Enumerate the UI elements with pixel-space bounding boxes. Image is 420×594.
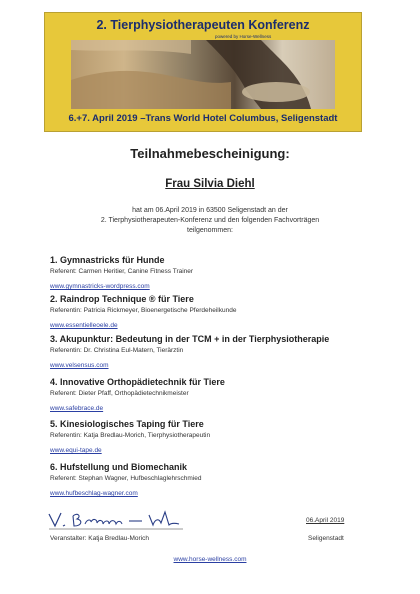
talk-heading: 2. Raindrop Technique ® für Tiere bbox=[50, 294, 194, 304]
intro-line: 2. Tierphysiotherapeuten-Konferenz und den folgenden Fachvorträgen bbox=[100, 217, 320, 224]
talk-item bbox=[50, 377, 400, 415]
talk-item bbox=[50, 462, 400, 500]
signature-date: 06.April 2019 bbox=[306, 517, 345, 524]
footer-link-wrap bbox=[0, 548, 420, 566]
handwritten-signature bbox=[47, 510, 185, 530]
talk-referent: Referent: Dieter Pfaff, Orthopädietechnikmeister bbox=[50, 390, 189, 397]
hand-shape bbox=[71, 71, 231, 109]
banner-photo bbox=[71, 40, 335, 109]
conference-banner bbox=[44, 12, 362, 132]
participant-name: Frau Silvia Diehl bbox=[165, 178, 255, 190]
talk-link[interactable]: www.safebrace.de bbox=[50, 405, 104, 412]
organizer: Veranstalter: Katja Bredlau-Morich bbox=[50, 535, 149, 542]
hoof-sole-shape bbox=[242, 82, 310, 102]
organizer-website-link[interactable]: www.horse-wellness.com bbox=[173, 556, 247, 563]
talk-item bbox=[50, 334, 400, 372]
talk-item bbox=[50, 255, 400, 293]
signature-place: Seligenstadt bbox=[308, 535, 344, 542]
attendance-statement bbox=[0, 206, 420, 236]
banner-title: 2. Tierphysiotherapeuten Konferenz bbox=[96, 18, 310, 32]
banner-powered-by: powered by Horse-Wellness bbox=[215, 34, 272, 39]
talk-heading: 1. Gymnastricks für Hunde bbox=[50, 255, 165, 265]
certificate-title: Teilnahmebescheinigung: bbox=[130, 146, 290, 161]
talk-link[interactable]: www.essentielleoele.de bbox=[50, 322, 118, 329]
talk-heading: 5. Kinesiologisches Taping für Tiere bbox=[50, 419, 204, 429]
background-shape bbox=[71, 40, 191, 54]
talk-referent: Referentin: Patricia Rickmeyer, Bioenergetische Pferdeheilkunde bbox=[50, 307, 237, 314]
intro-line: hat am 06.April 2019 in 63500 Seligenstadt an der bbox=[132, 207, 288, 214]
intro-line: teilgenommen: bbox=[187, 227, 233, 234]
talk-heading: 3. Akupunktur: Bedeutung in der TCM + in der Tierphysiotherapie bbox=[50, 334, 330, 344]
talk-referent: Referent: Carmen Heritier, Canine Fitness Trainer bbox=[50, 268, 194, 275]
talk-referent: Referentin: Dr. Christina Eul-Matern, Tierärztin bbox=[50, 347, 184, 354]
talk-referent: Referent: Stephan Wagner, Hufbeschlaglehrschmied bbox=[50, 475, 202, 482]
talk-link[interactable]: www.velsensus.com bbox=[50, 362, 109, 369]
talk-link[interactable]: www.hufbeschlag-wagner.com bbox=[50, 490, 138, 497]
talk-link[interactable]: www.gymnastricks-wordpress.com bbox=[50, 283, 150, 290]
talk-heading: 4. Innovative Orthopädietechnik für Tiere bbox=[50, 377, 225, 387]
talk-referent: Referentin: Katja Bredlau-Morich, Tierphysiotherapeutin bbox=[50, 432, 211, 439]
talk-heading: 6. Hufstellung und Biomechanik bbox=[50, 462, 188, 472]
talk-link[interactable]: www.equi-tape.de bbox=[50, 447, 102, 454]
talk-item bbox=[50, 294, 400, 332]
banner-date-venue: 6.+7. April 2019 –Trans World Hotel Columbus, Seligenstadt bbox=[68, 113, 338, 124]
talk-item bbox=[50, 419, 400, 457]
banner-photo-shapes bbox=[71, 40, 335, 109]
